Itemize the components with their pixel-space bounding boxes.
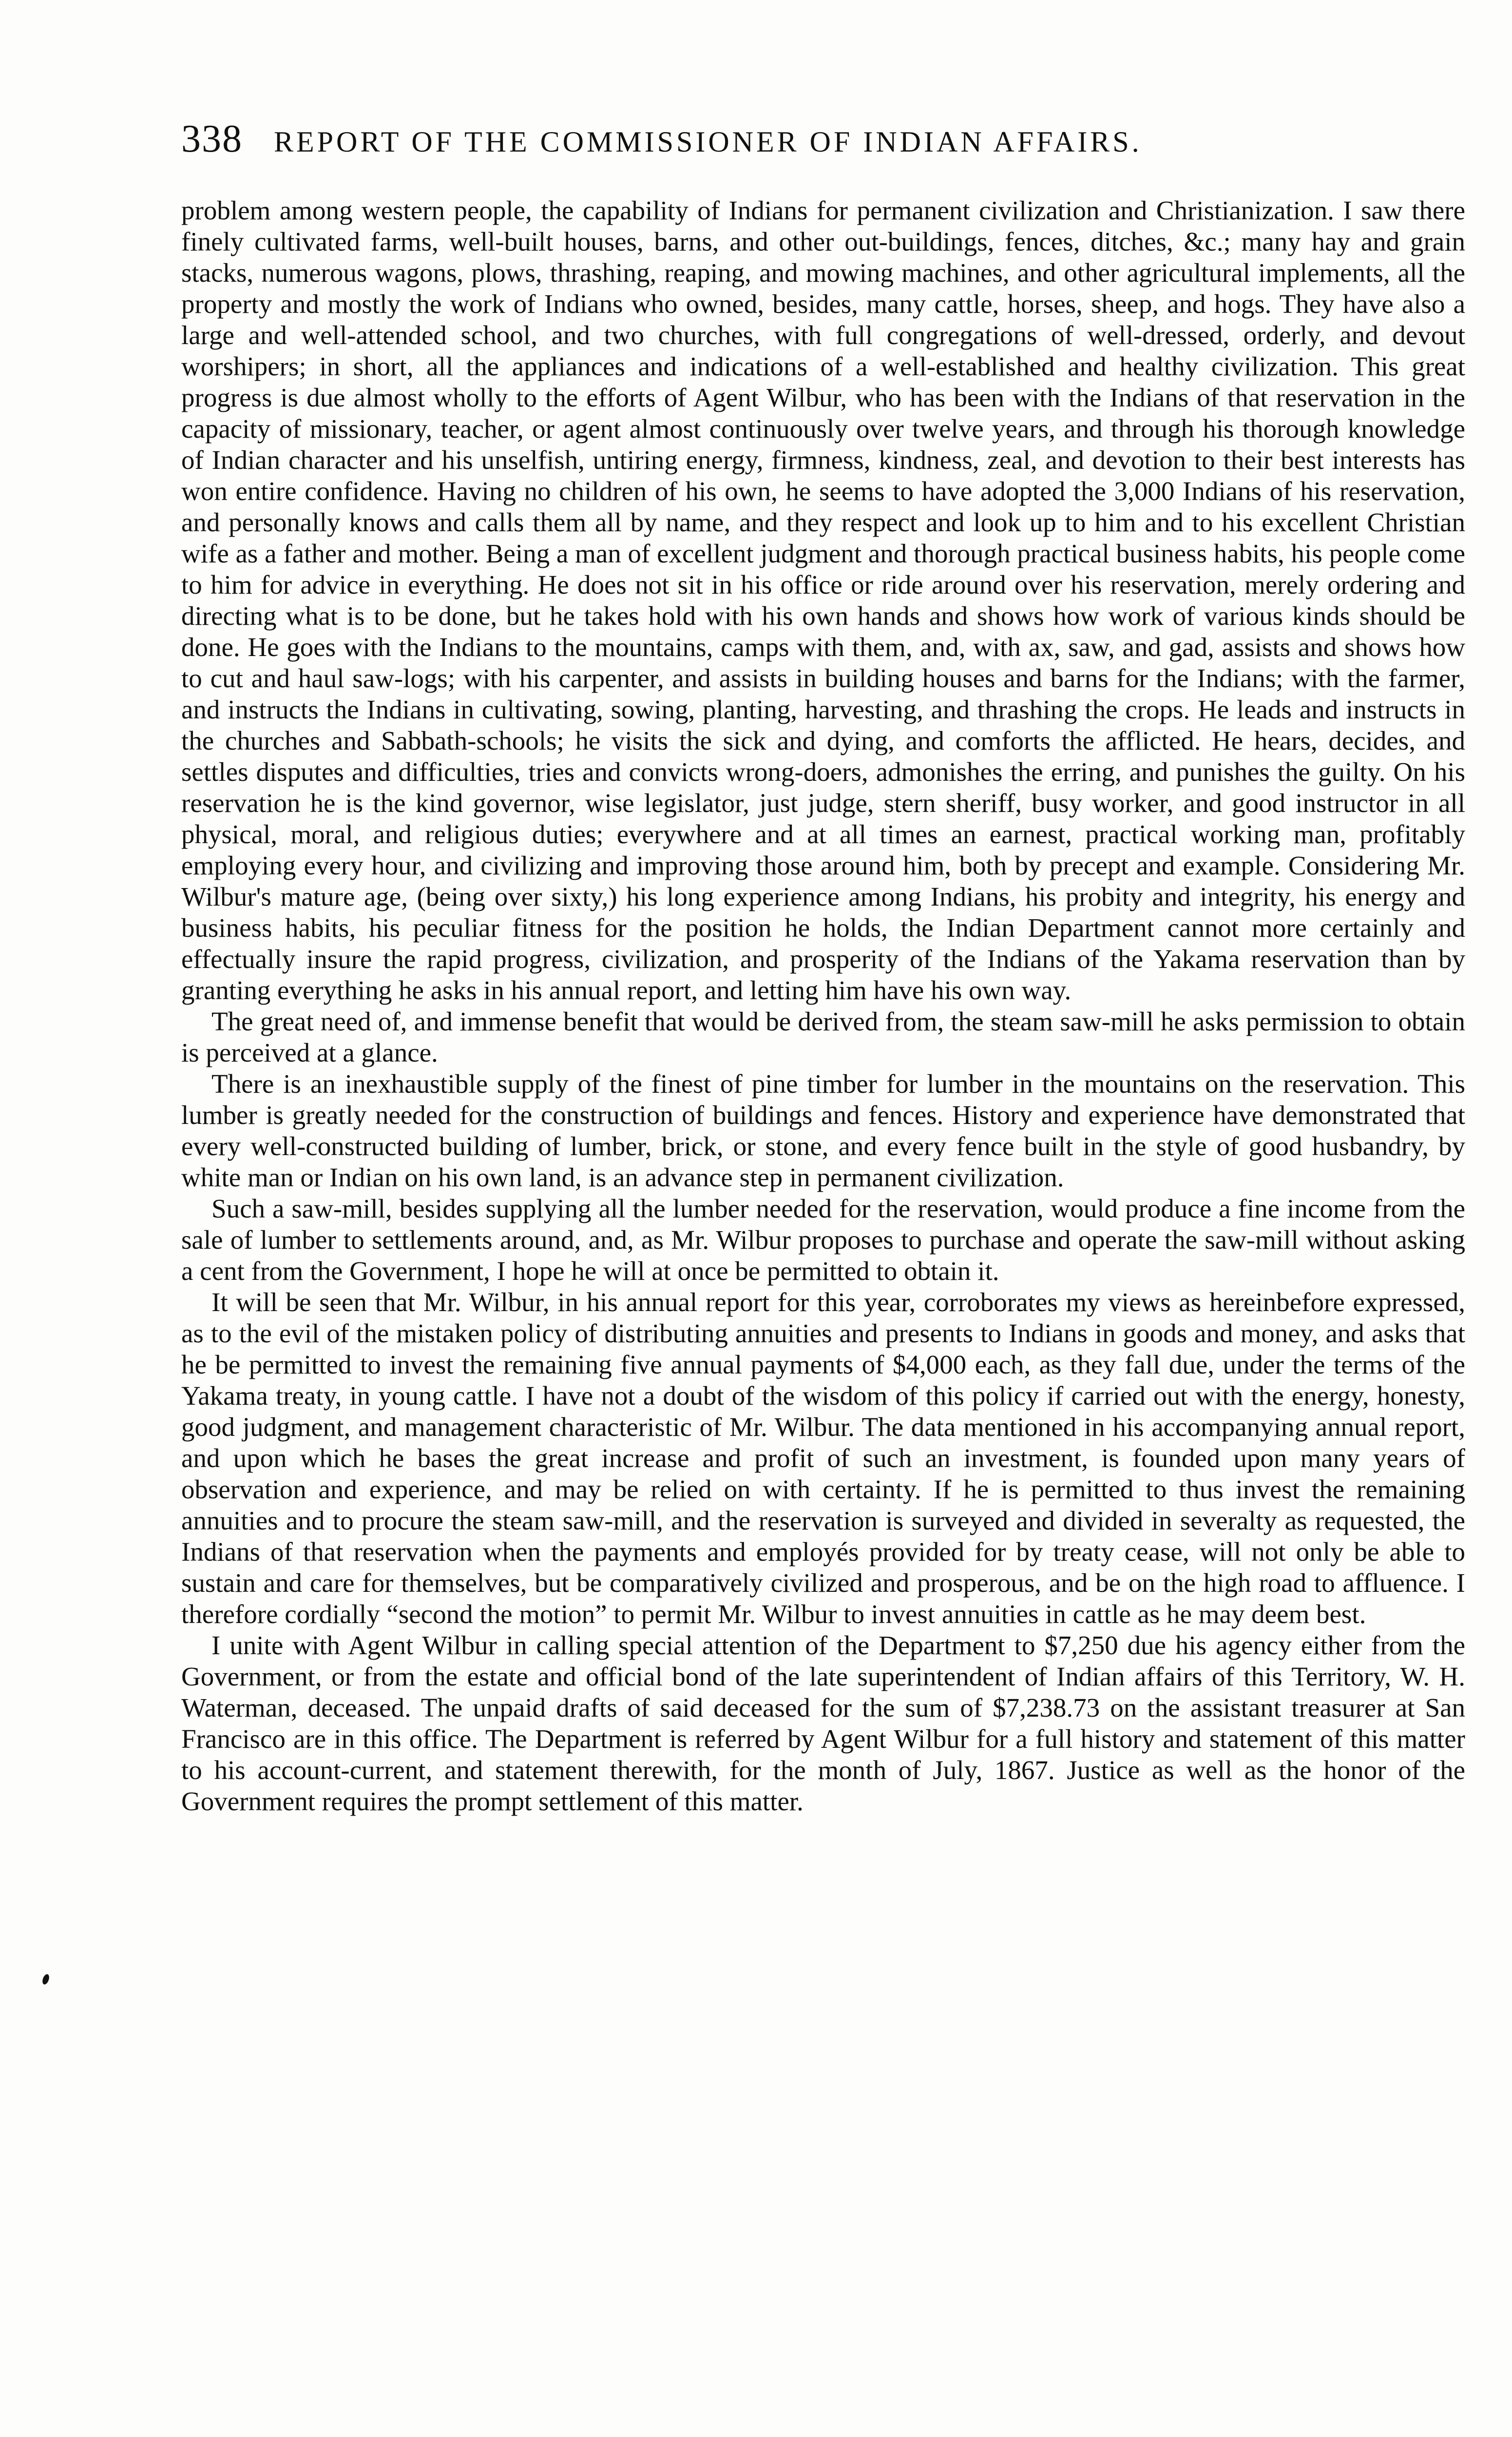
body-text — [181, 195, 1465, 1817]
paragraph: I unite with Agent Wilbur in calling special attention of the Department to $7,250 due his agency either from the Government, or from the estate and official bond of the late superintendent of Indian affairs of this Territory, W. H. Waterman, deceased. The unpaid drafts of said deceased for the sum of $7,238.73 on the assistant treasurer at San Francisco are in this office. The Department is referred by Agent Wilbur for a full history and statement of this matter to his account-current, and statement therewith, for the month of July, 1867. Justice as well as the honor of the Government requires the prompt settlement of this matter. — [181, 1630, 1465, 1816]
paragraph: problem among western people, the capability of Indians for permanent civilization and Christianization. I saw there finely cultivated farms, well-built houses, barns, and other out-buildings, fences, ditches, &c.; many hay and grain stacks, numerous wagons, plows, thrashing, reaping, and mowing machines, and other agricultural implements, all the property and mostly the work of Indians who owned, besides, many cattle, horses, sheep, and hogs. They have also a large and well-attended school, and two churches, with full congregations of well-dressed, orderly, and devout worshipers; in short, all the appliances and indications of a well-established and healthy civilization. This great progress is due almost wholly to the efforts of Agent Wilbur, who has been with the Indians of that reservation in the capacity of missionary, teacher, or agent almost continuously over twelve years, and through his thorough knowledge of Indian character and his unselfish, untiring energy, firmness, kindness, zeal, and devotion to their best interests has won entire confidence. Having no children of his own, he seems to have adopted the 3,000 Indians of his reservation, and personally knows and calls them all by name, and they respect and look up to him and to his excellent Christian wife as a father and mother. Being a man of excellent judgment and thorough practical business habits, his people come to him for advice in everything. He does not sit in his office or ride around over his reservation, merely ordering and directing what is to be done, but he takes hold with his own hands and shows how work of various kinds should be done. He goes with the Indians to the mountains, camps with them, and, with ax, saw, and gad, assists and shows how to cut and haul saw-logs; with his carpenter, and assists in building houses and barns for the Indians; with the farmer, and instructs the Indians in cultivating, sowing, planting, harvesting, and thrashing the crops. He leads and instructs in the churches and Sabbath-schools; he visits the sick and dying, and comforts the afflicted. He hears, decides, and settles disputes and difficulties, tries and convicts wrong-doers, admonishes the erring, and punishes the guilty. On his reservation he is the kind governor, wise legislator, just judge, stern sheriff, busy worker, and good instructor in all physical, moral, and religious duties; everywhere and at all times an earnest, practical working man, profitably employing every hour, and civilizing and improving those around him, both by precept and example. Considering Mr. Wilbur's mature age, (being over sixty,) his long experience among Indians, his probity and integrity, his energy and business habits, his peculiar fitness for the position he holds, the Indian Department cannot more certainly and effectually insure the rapid progress, civilization, and prosperity of the Indians of the Yakama reservation than by granting everything he asks in his annual report, and letting him have his own way. — [181, 195, 1465, 1005]
paragraph: The great need of, and immense benefit that would be derived from, the steam saw-mill he asks permission to obtain is perceived at a glance. — [181, 1006, 1465, 1067]
page-header — [181, 117, 1468, 171]
page-number: 338 — [181, 117, 243, 160]
paragraph: Such a saw-mill, besides supplying all the lumber needed for the reservation, would produce a fine income from the sale of lumber to settlements around, and, as Mr. Wilbur proposes to purchase and operate the saw-mill without asking a cent from the Government, I hope he will at once be permitted to obtain it. — [181, 1194, 1465, 1286]
running-head: REPORT OF THE COMMISSIONER OF INDIAN AFFAIRS. — [274, 126, 1142, 158]
paragraph: It will be seen that Mr. Wilbur, in his annual report for this year, corroborates my views as hereinbefore expressed, as to the evil of the mistaken policy of distributing annuities and presents to Indians in goods and money, and asks that he be permitted to invest the remaining five annual payments of $4,000 each, as they fall due, under the terms of the Yakama treaty, in young cattle. I have not a doubt of the wisdom of this policy if carried out with the energy, honesty, good judgment, and management characteristic of Mr. Wilbur. The data mentioned in his accompanying annual report, and upon which he bases the great increase and profit of such an investment, is founded upon many years of observation and experience, and may be relied on with certainty. If he is permitted to thus invest the remaining annuities and to procure the steam saw-mill, and the reservation is surveyed and divided in severalty as requested, the Indians of that reservation when the payments and employés provided for by treaty cease, will not only be able to sustain and care for themselves, but be comparatively civilized and prosperous, and be on the high road to affluence. I therefore cordially “second the motion” to permit Mr. Wilbur to invest annuities in cattle as he may deem best. — [181, 1287, 1465, 1629]
ink-speck — [41, 1973, 51, 1986]
paragraph: There is an inexhaustible supply of the finest of pine timber for lumber in the mountains on the reservation. This lumber is greatly needed for the construction of buildings and fences. History and experience have demonstrated that every well-constructed building of lumber, brick, or stone, and every fence built in the style of good husbandry, by white man or Indian on his own land, is an advance step in permanent civilization. — [181, 1069, 1465, 1192]
